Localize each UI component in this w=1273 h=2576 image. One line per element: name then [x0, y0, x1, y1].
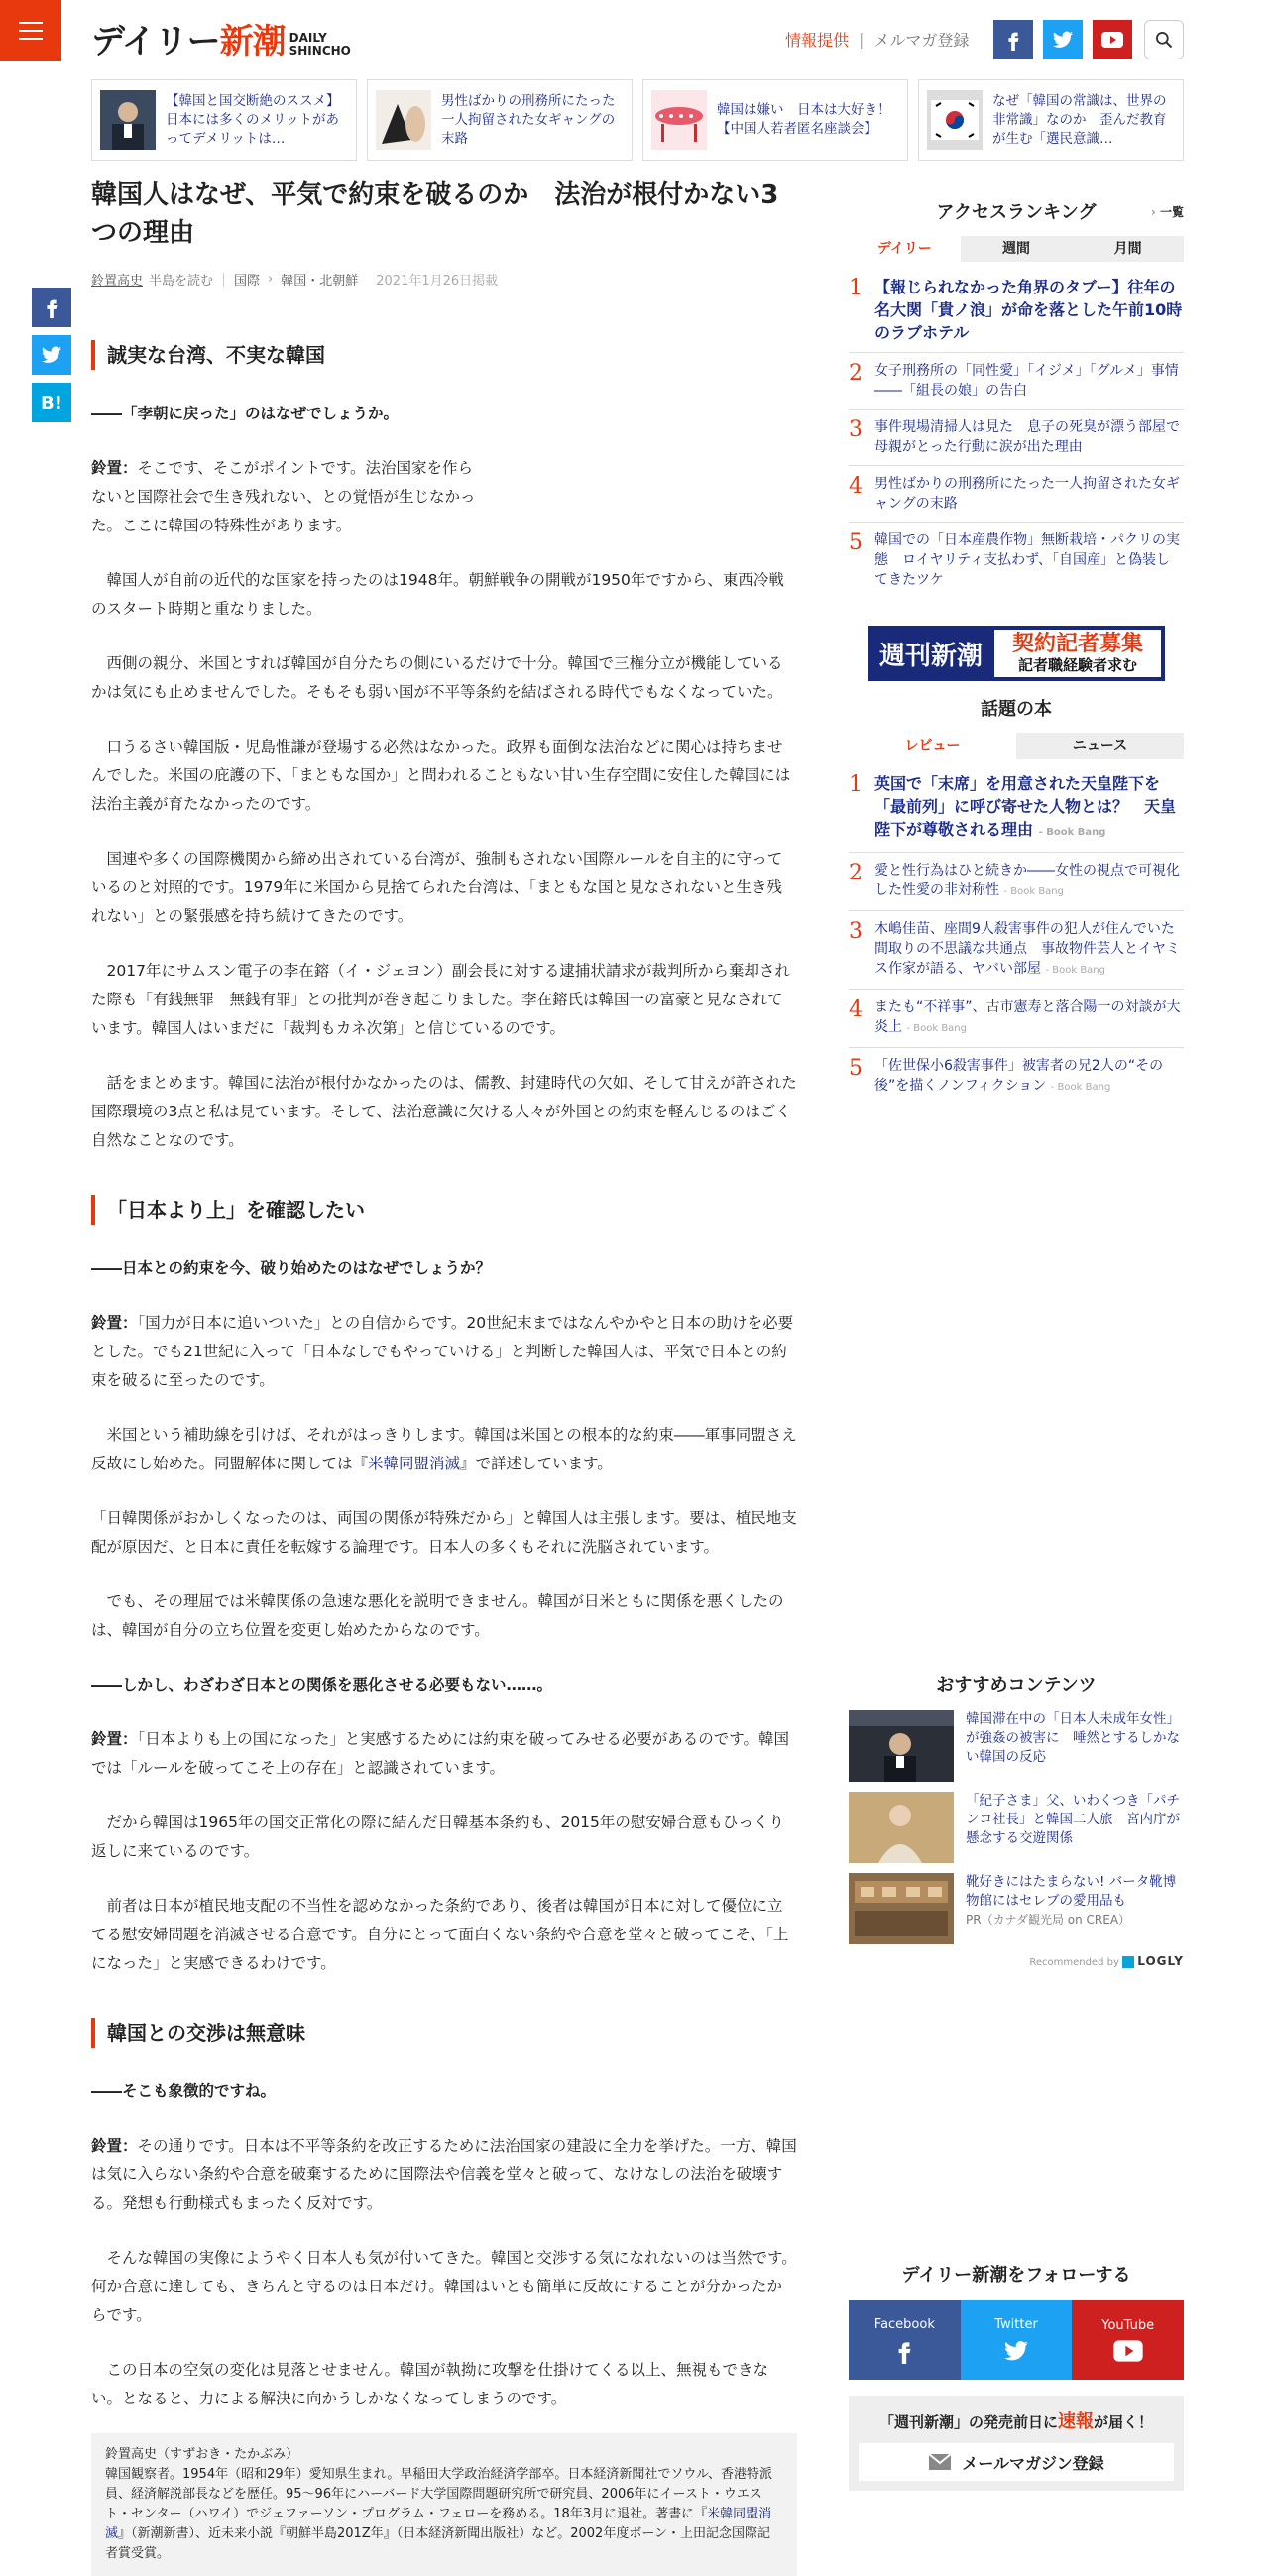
publish-date: 2021年1月26日掲載 — [376, 274, 499, 289]
recommend-pr: PR（カナダ観光局 on CREA） — [966, 1913, 1131, 1927]
recommend-heading: おすすめコンテンツ — [936, 1675, 1097, 1696]
paragraph: 2017年にサムスン電子の李在鎔（イ・ジェヨン）副会長に対する逮捕状請求が裁判所から棄却された際も「有銭無罪 無銭有罪」との批判が巻き起こりました。李在鎔氏は韓国一の富豪と見なされています。韓国人はいまだに「裁判もカネ次第」と信じているのです。 — [91, 962, 790, 1037]
follow-youtube-button[interactable]: YouTube — [1072, 2300, 1184, 2380]
book-item[interactable]: 2 愛と性行為はひと続きか――女性の視点で可視化した性愛の非対称性 - Book Bang — [849, 853, 1184, 911]
share-facebook-icon[interactable] — [32, 288, 71, 327]
page-title: 韓国人はなぜ、平気で約束を破るのか 法治が根付かない3つの理由 — [91, 180, 779, 248]
tab-monthly[interactable]: 月間 — [1072, 236, 1184, 262]
tab-daily[interactable]: デイリー — [849, 236, 961, 262]
follow-heading: デイリー新潮をフォローする — [901, 2265, 1131, 2285]
question: ――そこも象徴的ですね。 — [91, 2082, 277, 2100]
ranking-header — [849, 196, 1184, 226]
paragraph: 「日韓関係がおかしくなったのは、両国の関係が特殊だから」と韓国人は主張します。要は、植民地支配が原因だ、と日本に責任を転嫁する論理です。日本人の多くもそれに洗脳されています。 — [91, 1509, 797, 1556]
recommend-thumbnail — [849, 1873, 954, 1944]
logo-text-shincho: 新潮 — [219, 22, 286, 61]
book-item[interactable]: 3 木嶋佳苗、座間9人殺害事件の犯人が住んでいた間取りの不思議な共通点 事故物件芸人とイヤミス作家が語る、ヤバい部屋 - Book Bang — [849, 911, 1184, 990]
recommend-thumbnail — [849, 1710, 954, 1782]
banner-headline: 契約記者募集 — [1012, 632, 1144, 656]
question: ――日本との約束を今、破り始めたのはなぜでしょうか？ — [91, 1259, 492, 1277]
series-link[interactable]: 半島を読む — [149, 274, 214, 289]
book-item[interactable]: 4 またも“不祥事”、古市憲寿と落合陽一の対談が大炎上 - Book Bang — [849, 990, 1184, 1048]
paragraph: この日本の空気の変化は見落とせません。韓国が執拗に攻撃を仕掛けてくる以上、無視もできない。となると、力による解決に向かうしかなくなってしまうのです。 — [91, 2361, 768, 2407]
subcategory-link[interactable]: 韓国・北朝鮮 — [281, 274, 359, 289]
twitter-icon[interactable] — [1043, 20, 1083, 59]
mail-magazine-link[interactable]: メルマガ登録 — [873, 31, 970, 50]
question: ――「李朝に戻った」のはなぜでしょうか。 — [91, 405, 400, 422]
paragraph: 話をまとめます。韓国に法治が根付かなかったのは、儒教、封建時代の欠如、そして甘えが許された国際環境の3点と私は見ています。そして、法治意識に欠ける人々が外国との約束を軽んじるのはごく自然なことなのです。 — [91, 1074, 797, 1149]
related-title: 韓国は嫌い 日本は大好き！【中国人若者匿名座談会】 — [717, 102, 891, 137]
paragraph: 西側の親分、米国とすれば韓国が自分たちの側にいるだけで十分。韓国で三権分立が機能しているかは気にも止めませんでした。そもそも弱い国が不平等条約を結ばされる時代でもなくなっていた。 — [91, 654, 783, 701]
book-item[interactable]: 5 「佐世保小6殺害事件」被害者の兄2人の“その後”を描くノンフィクション - Book Bang — [849, 1056, 1164, 1094]
banner-title: 週刊新潮 — [879, 641, 984, 671]
follow-section — [849, 2261, 1184, 2491]
mail-icon — [928, 2453, 952, 2471]
info-provide-link[interactable]: 情報提供 — [785, 31, 850, 50]
recommend-thumbnail — [849, 1792, 954, 1863]
ranking-item[interactable]: 2 女子刑務所の「同性愛」「イジメ」「グルメ」事情 ――「組長の娘」の告白 — [849, 353, 1184, 410]
book-link[interactable]: 米韓同盟消滅 — [368, 1455, 461, 1472]
tab-news[interactable]: ニュース — [1016, 733, 1184, 759]
facebook-icon — [891, 2338, 917, 2364]
chevron-right-icon: › — [268, 272, 274, 287]
article-meta — [91, 270, 797, 289]
ranking-item[interactable]: 1 【報じられなかった角界のタブー】往年の名大関「貴ノ浪」が命を落とした午前10時のラブホテル — [849, 268, 1184, 353]
paragraph: 口うるさい韓国版・児島惟謙が登場する必然はなかった。政界も面倒な法治などに関心は持ちませんでした。米国の庇護の下、「まともな国か」と問われることもない甘い生存空間に安住した韓国には法治主義が育たなかったのです。 — [91, 738, 791, 813]
recommend-title: 靴好きにはたまらない! バータ靴博物館にはセレブの愛用品も — [966, 1874, 1177, 1909]
youtube-icon — [1111, 2339, 1145, 2363]
logo-text-daily: デイリー — [91, 22, 220, 61]
ranking-heading: アクセスランキング — [936, 202, 1097, 223]
recommend-title: 「紀子さま」父、いわくつき「パチンコ社長」と韓国二人旅 宮内庁が懸念する交遊関係 — [966, 1793, 1180, 1846]
paragraph: 米国という補助線を引けば、それがはっきりします。韓国は米国との根本的な約束――軍事同盟さえ反故にし始めた。同盟解体に関しては『米韓同盟消滅』で詳述しています。 — [91, 1426, 797, 1472]
ranking-tabs — [849, 236, 1184, 262]
tab-review[interactable]: レビュー — [849, 733, 1016, 759]
profile-name: 鈴置高史（すずおき・たかぶみ） — [105, 2447, 299, 2462]
paragraph: だから韓国は1965年の国交正常化の際に結んだ日韓基本条約も、2015年の慰安婦合意もひっくり返しに来ているのです。 — [91, 1814, 784, 1860]
paragraph: 韓国人が自前の近代的な国家を持ったのは1948年。朝鮮戦争の開戦が1950年ですから、東西冷戦のスタート時期と重なりました。 — [91, 571, 784, 618]
search-button[interactable] — [1144, 20, 1184, 59]
recommend-title: 韓国滞在中の「日本人未成年女性」が強姦の被害に 唾然とするしかない韓国の反応 — [966, 1711, 1180, 1765]
share-hatena-icon[interactable]: B! — [32, 383, 71, 422]
related-card[interactable] — [642, 79, 908, 161]
logly-credit: Recommended by LOGLY — [1029, 1954, 1184, 1968]
paragraph: 前者は日本が植民地支配の不当性を認めなかった条約であり、後者は韓国が日本に対して優位に立てる慰安婦問題を消滅させる合意です。自分にとって面白くない条約や合意を堂々と破ってこそ、「上になった」と実感できるわけです。 — [91, 1897, 789, 1972]
recommend-item[interactable] — [849, 1710, 1184, 1782]
related-card[interactable] — [91, 79, 357, 161]
paragraph: 鈴置：「日本よりも上の国になった」と実感するためには約束を破ってみせる必要があるのです。韓国では「ルールを破ってこそ上の存在」と認識されています。 — [91, 1730, 790, 1777]
logo-en-daily: DAILY — [289, 31, 327, 45]
twitter-icon — [1001, 2338, 1031, 2364]
ranking-item[interactable]: 3 事件現場清掃人は見た 息子の死臭が漂う部屋で母親がとった行動に涙が出た理由 — [849, 410, 1184, 466]
mail-magazine-button[interactable]: メールマガジン登録 — [859, 2443, 1174, 2481]
author-profile — [91, 2433, 797, 2576]
follow-twitter-button[interactable]: Twitter — [961, 2300, 1073, 2380]
paragraph: 国連や多くの国際機関から締め出されている台湾が、強制もされない国際ルールを自主的に守っているのと対照的です。1979年に米国から見捨てられた台湾は、「まともな国と見なされないと生き残れない」との緊張感を持ち続けてきたのです。 — [91, 850, 783, 925]
books-list — [849, 764, 1184, 1106]
section-heading: 「日本より上」を確認したい — [91, 1195, 797, 1225]
mail-magazine-text: 「週刊新潮」の発売前日に速報が届く！ — [878, 2411, 1154, 2432]
site-logo[interactable] — [91, 22, 351, 61]
recommend-item[interactable] — [849, 1792, 1184, 1863]
related-title: 【韓国と国交断絶のススメ】日本には多くのメリットがあってデメリットは… — [166, 92, 340, 147]
related-card[interactable] — [367, 79, 633, 161]
related-thumbnail — [100, 90, 156, 150]
ranking-item[interactable]: 4 男性ばかりの刑務所にたった一人拘留された女ギャングの末路 — [849, 466, 1184, 523]
sidebar — [849, 176, 1193, 1106]
paragraph: 鈴置：「国力が日本に追いついた」との自信からです。20世紀末まではなんやかやと日本の助けを必要とした。でも21世紀に入って「日本なしでもやっていける」と判断した韓国人は、平気で日本との約束を破るに至ったのです。 — [91, 1314, 794, 1389]
related-title: なぜ「韓国の常識は、世界の非常識」なのか 歪んだ教育が生む「選民意識… — [992, 92, 1167, 147]
banner-subline: 記者職経験者求む — [1018, 656, 1138, 674]
section-heading: 誠実な台湾、不実な韓国 — [91, 340, 797, 370]
tab-weekly[interactable]: 週間 — [961, 236, 1073, 262]
search-icon — [1154, 30, 1174, 50]
author-link[interactable]: 鈴置高史 — [91, 274, 144, 289]
recruit-banner[interactable] — [868, 626, 1165, 681]
related-thumbnail — [376, 90, 431, 150]
profile-book-link[interactable]: 米韓同盟消滅 — [105, 2507, 772, 2541]
ranking-more-link[interactable]: › 一覧 — [1150, 204, 1184, 219]
section-heading: 韓国との交渉は無意味 — [91, 2018, 797, 2048]
paragraph: 鈴置：その通りです。日本は不平等条約を改正するために法治国家の建設に全力を挙げた。一方、韓国は気に入らない条約や合意を破棄するために国際法や信義を堂々と破って、なけなしの法治を破壊する。発想も行動様式もまったく反対です。 — [91, 2137, 797, 2212]
related-thumbnail — [927, 90, 983, 150]
ranking-item[interactable]: 5 韓国での「日本産農作物」無断栽培・パクリの実態 ロイヤリティ支払わず、「自国産」と偽装してきたツケ — [849, 530, 1180, 588]
share-twitter-icon[interactable] — [32, 335, 71, 375]
recommend-item[interactable] — [849, 1873, 1184, 1944]
article — [91, 176, 797, 2576]
paragraph: でも、その理屈では米韓関係の急速な悪化を説明できません。韓国が日米ともに関係を悪くしたのは、韓国が自分の立ち位置を変更し始めたからなのです。 — [91, 1592, 784, 1639]
paragraph: そんな韓国の実像にようやく日本人も気が付いてきた。韓国と交渉する気になれないのは当然です。何か合意に達しても、きちんと守るのは日本だけ。韓国はいとも簡単に反故にすることが分かったからです。 — [91, 2249, 797, 2324]
books-tabs — [849, 733, 1184, 759]
profile-body: 韓国観察者。1954年（昭和29年）愛知県生まれ。早稲田大学政治経済学部卒。日本経済新聞社でソウル、香港特派員、経済解説部長などを歴任。95〜96年にハーバード大学国際問題研究所で研究員、2006年にイースト・ウエスト・センター（ハワイ）でジェファーソン・プログラム・フェローを務める。18年3月に退社。著書に『米韓同盟消滅』（新潮新書）、近未来小説『朝鮮半島201Z年』（日本経済新聞出版社）など。2002年度ボーン・上田記念国際記者賞受賞。 — [105, 2467, 772, 2561]
follow-facebook-button[interactable]: Facebook — [849, 2300, 961, 2380]
facebook-icon[interactable] — [993, 20, 1033, 59]
menu-button[interactable] — [0, 0, 61, 61]
mail-magazine-box — [849, 2396, 1184, 2491]
ranking-list — [849, 268, 1193, 598]
related-articles — [91, 79, 1184, 161]
category-link[interactable]: 国際 — [234, 274, 261, 289]
youtube-icon[interactable] — [1093, 20, 1132, 59]
related-title: 男性ばかりの刑務所にたった一人拘留された女ギャングの末路 — [441, 92, 616, 147]
share-buttons — [32, 288, 71, 422]
paragraph: 鈴置：そこです、そこがポイントです。法治国家を作らないと国際社会で生き残れない、との覚悟が生じなかった。ここに韓国の特殊性があります。 — [91, 459, 476, 534]
related-thumbnail — [651, 90, 707, 150]
books-header: 話題の本 — [981, 699, 1052, 720]
book-item[interactable]: 1 英国で「末席」を用意された天皇陛下を「最前列」に呼び寄せた人物とは？ 天皇陛下が尊敬される理由 - Book Bang — [849, 764, 1184, 853]
logo-en-shincho: SHINCHO — [289, 44, 351, 58]
question: ――しかし、わざわざ日本との関係を悪化させる必要もない……。 — [91, 1676, 553, 1694]
recommend-section — [849, 1671, 1184, 1968]
related-card[interactable] — [918, 79, 1184, 161]
